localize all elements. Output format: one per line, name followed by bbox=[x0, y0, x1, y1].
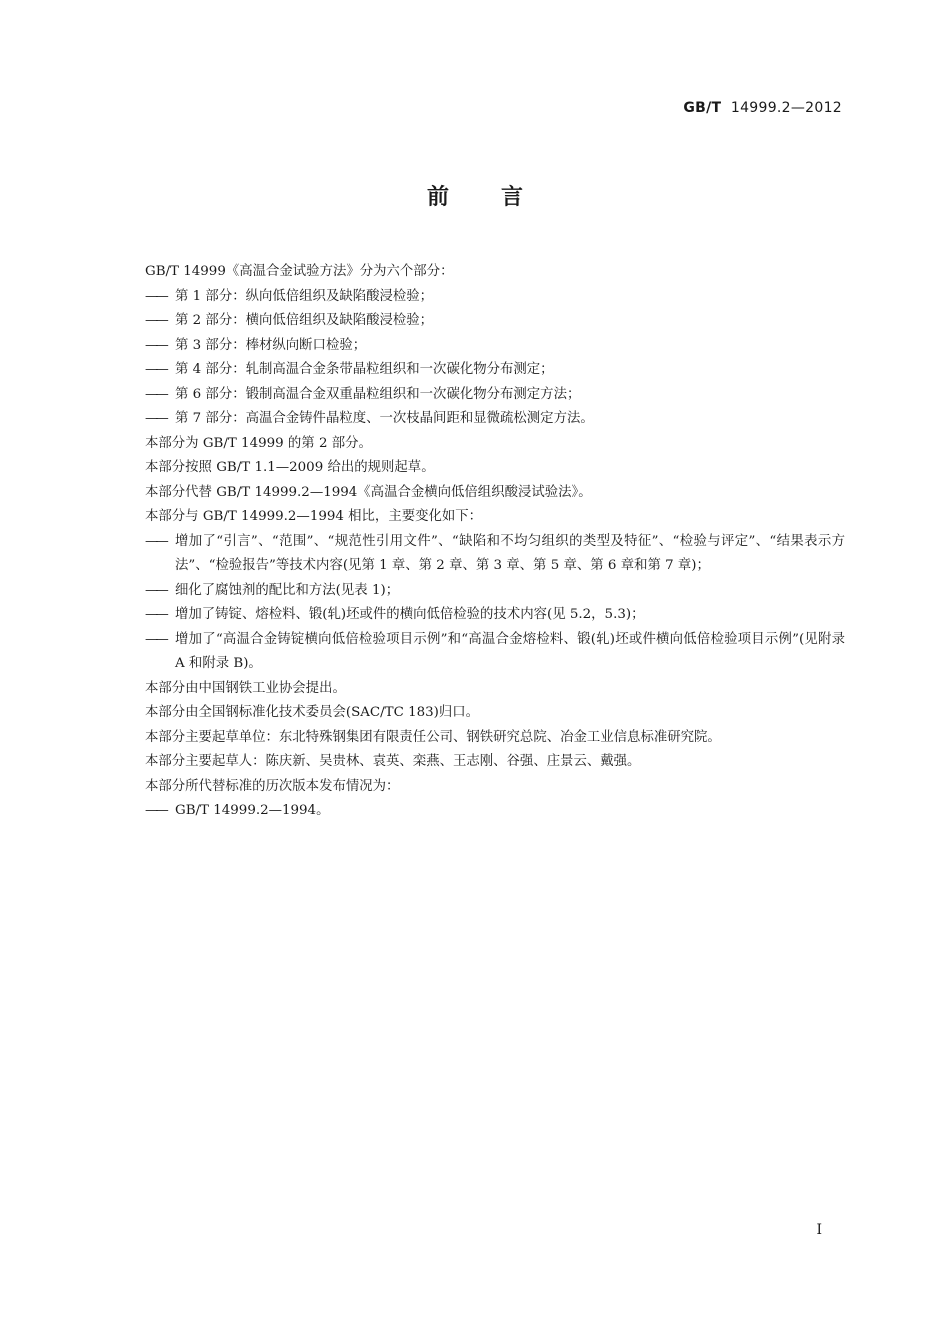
paragraph: 本部分所代替标准的历次版本发布情况为： bbox=[145, 778, 400, 794]
list-item-text: 细化了腐蚀剂的配比和方法(见表 1)； bbox=[175, 582, 400, 598]
list-item bbox=[145, 334, 845, 359]
paragraph: 本部分由全国钢标准化技术委员会(SAC/TC 183)归口。 bbox=[145, 705, 480, 720]
paragraph: 本部分代替 GB/T 14999.2—1994《高温合金横向低倍组织酸浸试验法》。 bbox=[145, 484, 592, 500]
list-item bbox=[145, 628, 845, 677]
list-dash: —— bbox=[145, 631, 166, 647]
list-item bbox=[145, 603, 845, 628]
list-item-text: 第 3 部分：棒材纵向断口检验； bbox=[175, 337, 367, 353]
list-item bbox=[145, 799, 845, 824]
paragraph: 本部分按照 GB/T 1.1—2009 给出的规则起草。 bbox=[145, 460, 435, 475]
list-item-text: 第 4 部分：轧制高温合金条带晶粒组织和一次碳化物分布测定； bbox=[175, 362, 554, 377]
list-dash: —— bbox=[145, 313, 166, 328]
list-item-text: GB/T 14999.2—1994。 bbox=[175, 803, 330, 818]
list-dash: —— bbox=[145, 386, 166, 402]
list-item-text: 第 1 部分：纵向低倍组织及缺陷酸浸检验； bbox=[175, 288, 434, 304]
list-dash: —— bbox=[145, 803, 166, 818]
page-title: 前言 bbox=[426, 185, 575, 210]
list-item-text: 增加了“引言”、“范围”、“规范性引用文件”、“缺陷和不均匀组织的类型及特征”、“检验与评定”、“结果表示方法”、“检验报告”等技术内容(见第 1 章、第 2 章、第 3 章、第 5 章、第 6 章和第 7 章)； bbox=[175, 533, 845, 573]
list-item bbox=[145, 383, 845, 408]
paragraph: 本部分为 GB/T 14999 的第 2 部分。 bbox=[145, 435, 372, 451]
list-dash: —— bbox=[145, 337, 166, 353]
list-dash: —— bbox=[145, 362, 166, 377]
list-item bbox=[145, 407, 845, 432]
paragraph: 本部分由中国钢铁工业协会提出。 bbox=[145, 680, 346, 696]
list-item bbox=[145, 309, 845, 334]
document-code-number: 14999.2—2012 bbox=[730, 100, 842, 116]
list-item bbox=[145, 285, 845, 310]
list-item bbox=[145, 530, 845, 579]
paragraph: GB/T 14999《高温合金试验方法》分为六个部分： bbox=[145, 264, 454, 279]
list-dash: —— bbox=[145, 582, 166, 598]
document-code bbox=[683, 100, 842, 116]
list-dash: —— bbox=[145, 607, 166, 622]
list-dash: —— bbox=[145, 288, 166, 304]
list-item-text: 增加了铸锭、熔检料、锻(轧)坯或件的横向低倍检验的技术内容(见 5.2，5.3)； bbox=[175, 607, 645, 622]
list-item-text: 第 6 部分：锻制高温合金双重晶粒组织和一次碳化物分布测定方法； bbox=[175, 386, 581, 402]
list-item bbox=[145, 579, 845, 604]
list-dash: —— bbox=[145, 533, 166, 549]
page-number: I bbox=[816, 1222, 822, 1238]
list-dash: —— bbox=[145, 411, 166, 426]
paragraph: 本部分主要起草人：陈庆新、吴贵林、袁英、栾燕、王志刚、谷强、庄景云、戴强。 bbox=[145, 754, 641, 769]
paragraph: 本部分与 GB/T 14999.2—1994 相比，主要变化如下： bbox=[145, 509, 483, 524]
foreword-body bbox=[145, 260, 845, 824]
list-item-text: 第 2 部分：横向低倍组织及缺陷酸浸检验； bbox=[175, 313, 434, 328]
list-item bbox=[145, 358, 845, 383]
list-item-text: 增加了“高温合金铸锭横向低倍检验项目示例”和“高温合金熔检料、锻(轧)坯或件横向低倍检验项目示例”(见附录 A 和附录 B)。 bbox=[175, 631, 845, 671]
list-item-text: 第 7 部分：高温合金铸件晶粒度、一次枝晶间距和显微疏松测定方法。 bbox=[175, 411, 594, 426]
paragraph: 本部分主要起草单位：东北特殊钢集团有限责任公司、钢铁研究总院、冶金工业信息标准研究院。 bbox=[145, 729, 721, 745]
document-code-prefix: GB/T bbox=[683, 100, 722, 116]
